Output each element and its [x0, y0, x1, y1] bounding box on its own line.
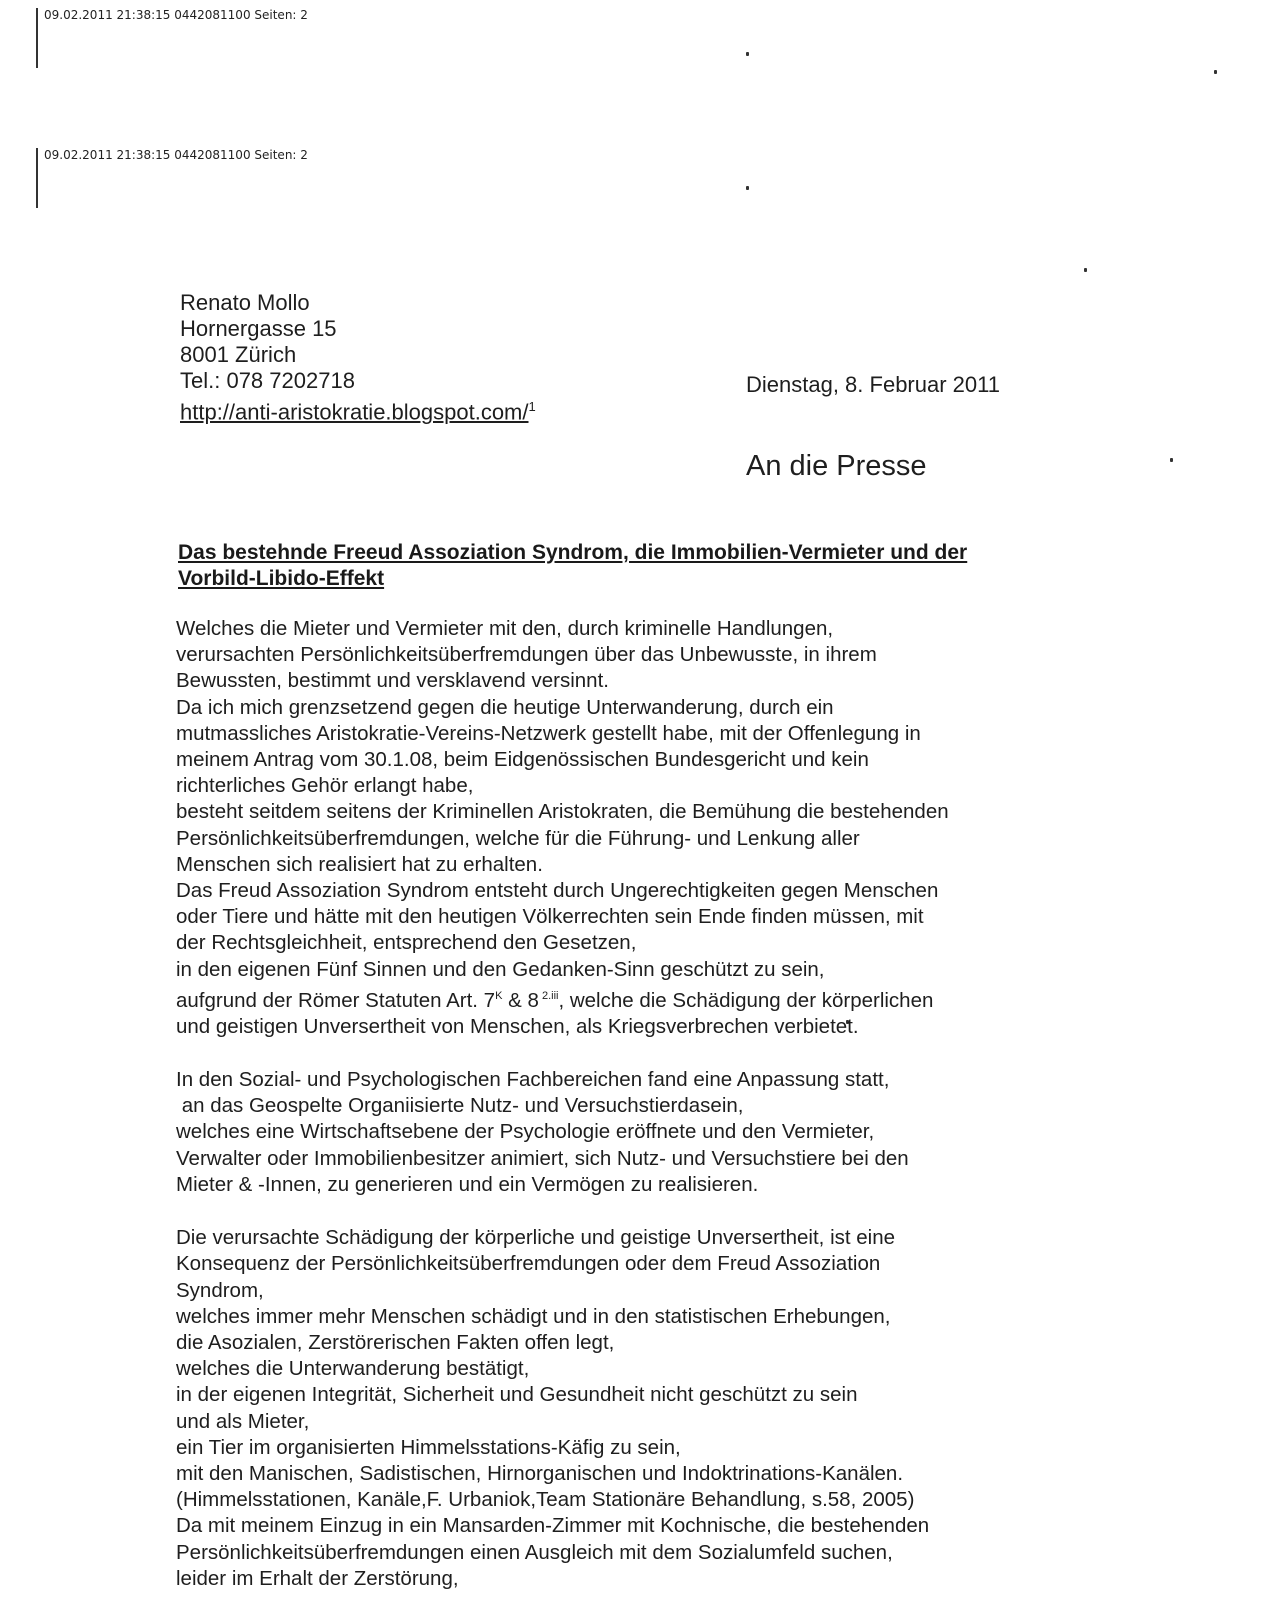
- statute-superscript: 2.iii: [538, 989, 559, 1002]
- text-line: welches eine Wirtschaftsebene der Psychologie eröffnete und den Vermieter,: [176, 1120, 875, 1144]
- scan-speck: [746, 52, 749, 56]
- sender-address-block: [180, 290, 536, 425]
- statute-text: & 8: [502, 988, 539, 1012]
- text-line: der Rechtsgleichheit, entsprechend den Gesetzen,: [176, 931, 637, 955]
- footnote-marker: 1: [528, 399, 536, 414]
- scan-speck: [1214, 70, 1217, 74]
- text-line: richterliches Gehör erlangt habe,: [176, 774, 474, 798]
- statute-superscript: K: [495, 989, 503, 1002]
- fax-margin-mark: [36, 8, 38, 68]
- text-line: verursachten Persönlichkeitsüberfremdungen über das Unbewusste, in ihrem: [176, 643, 877, 667]
- fax-header-line: 09.02.2011 21:38:15 0442081100 Seiten: 2: [44, 148, 308, 162]
- statute-line: [176, 983, 1096, 1014]
- text-line: Die verursachte Schädigung der körperliche und geistige Unversertheit, ist eine: [176, 1226, 896, 1250]
- text-line: Konsequenz der Persönlichkeitsüberfremdungen oder dem Freud Assoziation: [176, 1252, 881, 1276]
- text-line: meinem Antrag vom 30.1.08, beim Eidgenössischen Bundesgericht und kein: [176, 748, 869, 772]
- text-line: Da mit meinem Einzug in ein Mansarden-Zimmer mit Kochnische, die bestehenden: [176, 1514, 930, 1538]
- text-line: besteht seitdem seitens der Kriminellen Aristokraten, die Bemühung die bestehenden: [176, 800, 949, 824]
- title-line: Das bestehnde Freeud Assoziation Syndrom, die Immobilien-Vermieter und der: [178, 541, 968, 564]
- sender-phone: Tel.: 078 7202718: [180, 368, 355, 393]
- paragraph-2: [176, 1067, 1096, 1198]
- text-line: Persönlichkeitsüberfremdungen einen Ausgleich mit dem Sozialumfeld suchen,: [176, 1540, 893, 1564]
- text-line: ein Tier im organisierten Himmelsstations-Käfig zu sein,: [176, 1435, 681, 1459]
- sender-street: Hornergasse 15: [180, 316, 337, 341]
- paragraph-3: [176, 1225, 1096, 1592]
- scan-speck: [1084, 268, 1087, 272]
- paragraph-spacer: [176, 1040, 1096, 1067]
- text-line: mit den Manischen, Sadistischen, Hirnorganischen und Indoktrinations-Kanälen.: [176, 1461, 904, 1485]
- text-line: die Asozialen, Zerstörerischen Fakten offen legt,: [176, 1330, 615, 1354]
- text-line: Bewussten, bestimmt und versklavend versinnt.: [176, 669, 609, 693]
- text-line: (Himmelsstationen, Kanäle,F. Urbaniok,Team Stationäre Behandlung, s.58, 2005): [176, 1488, 915, 1512]
- text-line: welches die Unterwanderung bestätigt,: [176, 1357, 530, 1381]
- text-line: und als Mieter,: [176, 1409, 310, 1433]
- paragraph-spacer: [176, 1198, 1096, 1225]
- sender-city: 8001 Zürich: [180, 342, 297, 367]
- letter-date: Dienstag, 8. Februar 2011: [746, 372, 1000, 397]
- sender-name: Renato Mollo: [180, 290, 310, 315]
- text-line: in der eigenen Integrität, Sicherheit und Gesundheit nicht geschützt zu sein: [176, 1383, 858, 1407]
- fax-margin-mark: [36, 148, 38, 208]
- text-line: Menschen sich realisiert hat zu erhalten.: [176, 852, 543, 876]
- title-line: Vorbild-Libido-Effekt: [178, 567, 385, 590]
- paragraph-1: [176, 616, 1096, 1040]
- text-line: Mieter & -Innen, zu generieren und ein Vermögen zu realisieren.: [176, 1172, 759, 1196]
- letter-title: [178, 540, 1098, 592]
- text-line: an das Geospelte Organiisierte Nutz- und Versuchstierdasein,: [176, 1094, 744, 1118]
- text-line: welches immer mehr Menschen schädigt und in den statistischen Erhebungen,: [176, 1304, 891, 1328]
- text-line: In den Sozial- und Psychologischen Fachbereichen fand eine Anpassung statt,: [176, 1068, 890, 1092]
- scan-speck: [746, 186, 749, 190]
- text-line: Persönlichkeitsüberfremdungen, welche für die Führung- und Lenkung aller: [176, 826, 860, 850]
- recipient-heading: An die Presse: [746, 450, 927, 482]
- scan-speck: [1170, 458, 1173, 462]
- statute-text: aufgrund der Römer Statuten Art. 7: [176, 988, 496, 1012]
- text-line: oder Tiere und hätte mit den heutigen Völkerrechten sein Ende finden müssen, mit: [176, 905, 924, 929]
- text-line: mutmassliches Aristokratie-Vereins-Netzwerk gestellt habe, mit der Offenlegung in: [176, 721, 921, 745]
- text-line: Welches die Mieter und Vermieter mit den, durch kriminelle Handlungen,: [176, 617, 834, 640]
- text-line: Da ich mich grenzsetzend gegen die heutige Unterwanderung, durch ein: [176, 695, 834, 719]
- sender-url-link[interactable]: http://anti-aristokratie.blogspot.com/: [180, 399, 529, 425]
- text-line: in den eigenen Fünf Sinnen und den Gedanken-Sinn geschützt zu sein,: [176, 957, 825, 981]
- text-line: und geistigen Unversertheit von Menschen, als Kriegsverbrechen verbietet.: [176, 1014, 859, 1038]
- text-line: Das Freud Assoziation Syndrom entsteht durch Ungerechtigkeiten gegen Menschen: [176, 879, 939, 903]
- letter-body: [176, 616, 1096, 1592]
- sender-url-line: [180, 394, 536, 425]
- text-line: Verwalter oder Immobilienbesitzer animiert, sich Nutz- und Versuchstiere bei den: [176, 1146, 909, 1170]
- fax-header-line: 09.02.2011 21:38:15 0442081100 Seiten: 2: [44, 8, 308, 22]
- statute-text: , welche die Schädigung der körperlichen: [558, 988, 934, 1012]
- text-line: leider im Erhalt der Zerstörung,: [176, 1566, 459, 1590]
- text-line: Syndrom,: [176, 1278, 264, 1302]
